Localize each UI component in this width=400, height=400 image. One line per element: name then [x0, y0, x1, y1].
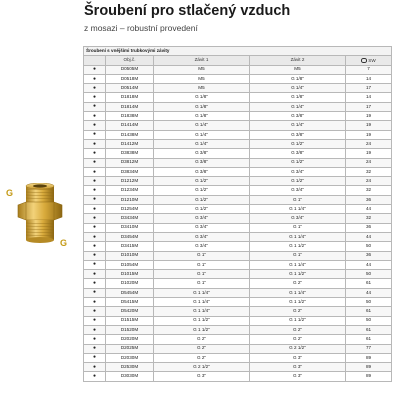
wrench-size-cell: 89: [346, 372, 392, 381]
wrench-size-cell: 50: [346, 270, 392, 279]
thread-2-cell: G 1/2": [250, 139, 346, 148]
table-row: [84, 186, 392, 195]
bullet-cell: ●: [84, 353, 106, 362]
order-number-cell: D0505M: [106, 65, 154, 74]
wrench-size-cell: 32: [346, 214, 392, 223]
table-row: [84, 251, 392, 260]
thread-1-cell: G 3/4": [154, 223, 250, 232]
thread-2-cell: G 3/8": [250, 112, 346, 121]
thread-1-cell: G 1/2": [154, 195, 250, 204]
thread-2-cell: G 1/2": [250, 158, 346, 167]
bullet-cell: ●: [84, 130, 106, 139]
bullet-cell: ●: [84, 214, 106, 223]
order-number-cell: D1438M: [106, 130, 154, 139]
table-row: [84, 223, 392, 232]
bullet-cell: ●: [84, 372, 106, 381]
wrench-size-cell: 36: [346, 251, 392, 260]
thread-1-cell: G 1/2": [154, 177, 250, 186]
bullet-cell: ●: [84, 74, 106, 83]
order-number-cell: D5415M: [106, 298, 154, 307]
table-row: [84, 74, 392, 83]
table-row: [84, 298, 392, 307]
bullet-cell: ●: [84, 279, 106, 288]
order-number-cell: D1254M: [106, 205, 154, 214]
thread-1-cell: G 1 1/2": [154, 325, 250, 334]
bullet-cell: ●: [84, 65, 106, 74]
wrench-size-cell: 14: [346, 74, 392, 83]
order-number-cell: D1520M: [106, 325, 154, 334]
thread-1-cell: G 1/8": [154, 112, 250, 121]
order-number-cell: D2020M: [106, 335, 154, 344]
order-number-cell: D3434M: [106, 214, 154, 223]
thread-2-cell: G 1 1/2": [250, 298, 346, 307]
order-number-cell: D3415M: [106, 242, 154, 251]
column-header-order-no: Obj.č.: [106, 56, 154, 65]
thread-2-cell: G 1": [250, 195, 346, 204]
wrench-size-cell: 17: [346, 102, 392, 111]
table-row: [84, 242, 392, 251]
wrench-size-cell: 61: [346, 279, 392, 288]
bullet-cell: ●: [84, 307, 106, 316]
bullet-cell: ●: [84, 288, 106, 297]
table-row: [84, 84, 392, 93]
bullet-cell: ●: [84, 260, 106, 269]
bullet-cell: ●: [84, 121, 106, 130]
thread-2-cell: G 1 1/4": [250, 205, 346, 214]
table-row: [84, 130, 392, 139]
thread-2-cell: G 1/8": [250, 93, 346, 102]
thread-2-cell: G 1/4": [250, 84, 346, 93]
wrench-size-cell: 36: [346, 195, 392, 204]
bullet-cell: ●: [84, 270, 106, 279]
thread-2-cell: G 2": [250, 335, 346, 344]
thread-2-cell: G 1/8": [250, 74, 346, 83]
brass-fitting-image: [10, 183, 70, 245]
order-number-cell: D2530M: [106, 363, 154, 372]
thread-1-cell: G 1/2": [154, 205, 250, 214]
column-header-thread-1: Závit 1: [154, 56, 250, 65]
wrench-size-cell: 19: [346, 149, 392, 158]
thread-2-cell: G 3": [250, 372, 346, 381]
order-number-cell: D1015M: [106, 270, 154, 279]
order-number-cell: D1838M: [106, 112, 154, 121]
thread-1-cell: G 1 1/2": [154, 316, 250, 325]
thread-1-cell: G 3/8": [154, 149, 250, 158]
order-number-cell: D1414M: [106, 121, 154, 130]
fittings-table: [83, 46, 392, 382]
thread-1-cell: G 1/8": [154, 93, 250, 102]
thread-2-cell: G 1 1/4": [250, 232, 346, 241]
column-header-thread-2: Závit 2: [250, 56, 346, 65]
thread-1-cell: G 1/4": [154, 139, 250, 148]
table-row: [84, 363, 392, 372]
thread-1-cell: G 1": [154, 270, 250, 279]
thread-label-top: G: [6, 188, 14, 198]
thread-1-cell: G 3/4": [154, 232, 250, 241]
table-row: [84, 232, 392, 241]
wrench-size-cell: 44: [346, 260, 392, 269]
order-number-cell: D2025M: [106, 344, 154, 353]
wrench-size-cell: 7: [346, 65, 392, 74]
thread-1-cell: M5: [154, 74, 250, 83]
bullet-cell: ●: [84, 232, 106, 241]
bullet-cell: ●: [84, 167, 106, 176]
thread-2-cell: M5: [250, 65, 346, 74]
table-row: [84, 205, 392, 214]
wrench-size-icon: [361, 58, 367, 63]
table-row: [84, 353, 392, 362]
table-row: [84, 149, 392, 158]
table-row: [84, 335, 392, 344]
thread-1-cell: G 1/2": [154, 186, 250, 195]
wrench-size-cell: 19: [346, 130, 392, 139]
thread-1-cell: G 1 1/4": [154, 307, 250, 316]
thread-2-cell: G 3/4": [250, 167, 346, 176]
thread-2-cell: G 2": [250, 279, 346, 288]
table-row: [84, 270, 392, 279]
order-number-cell: D2030M: [106, 353, 154, 362]
bullet-cell: ●: [84, 84, 106, 93]
wrench-size-cell: 24: [346, 139, 392, 148]
order-number-cell: D1818M: [106, 93, 154, 102]
thread-1-cell: G 2 1/2": [154, 363, 250, 372]
order-number-cell: D3454M: [106, 232, 154, 241]
order-number-cell: D1020M: [106, 279, 154, 288]
thread-2-cell: G 1/2": [250, 177, 346, 186]
thread-2-cell: G 3": [250, 353, 346, 362]
table-row: [84, 177, 392, 186]
thread-1-cell: G 3/4": [154, 242, 250, 251]
thread-2-cell: G 1 1/4": [250, 260, 346, 269]
order-number-cell: D1054M: [106, 260, 154, 269]
thread-2-cell: G 2 1/2": [250, 344, 346, 353]
column-header-sw: SW: [346, 56, 392, 65]
wrench-size-cell: 61: [346, 335, 392, 344]
table-row: [84, 307, 392, 316]
bullet-cell: ●: [84, 112, 106, 121]
bullet-cell: ●: [84, 186, 106, 195]
wrench-size-cell: 89: [346, 353, 392, 362]
wrench-size-cell: 61: [346, 325, 392, 334]
thread-2-cell: G 1 1/2": [250, 316, 346, 325]
table-section-title: Šroubení s vnějšími trubkovými závity: [84, 47, 392, 56]
wrench-size-cell: 19: [346, 112, 392, 121]
thread-1-cell: M5: [154, 84, 250, 93]
wrench-size-cell: 24: [346, 158, 392, 167]
thread-2-cell: G 1": [250, 251, 346, 260]
thread-1-cell: G 2": [154, 353, 250, 362]
table-row: [84, 139, 392, 148]
bullet-cell: ●: [84, 149, 106, 158]
order-number-cell: D3410M: [106, 223, 154, 232]
bullet-cell: ●: [84, 335, 106, 344]
order-number-cell: D3834M: [106, 167, 154, 176]
thread-1-cell: G 1": [154, 251, 250, 260]
bullet-cell: ●: [84, 251, 106, 260]
thread-1-cell: G 1 1/4": [154, 298, 250, 307]
order-number-cell: D0518M: [106, 74, 154, 83]
order-number-cell: D1814M: [106, 102, 154, 111]
thread-2-cell: G 3/8": [250, 149, 346, 158]
wrench-size-cell: 32: [346, 186, 392, 195]
bullet-cell: ●: [84, 363, 106, 372]
table-row: [84, 260, 392, 269]
bullet-cell: ●: [84, 139, 106, 148]
thread-1-cell: G 1/8": [154, 102, 250, 111]
order-number-cell: D1234M: [106, 186, 154, 195]
table-row: [84, 344, 392, 353]
thread-2-cell: G 1 1/2": [250, 270, 346, 279]
bullet-cell: ●: [84, 344, 106, 353]
bullet-cell: ●: [84, 242, 106, 251]
order-number-cell: D0514M: [106, 84, 154, 93]
page-title: Šroubení pro stlačený vzduch: [84, 3, 291, 19]
thread-1-cell: G 3/8": [154, 167, 250, 176]
table-row: [84, 102, 392, 111]
order-number-cell: D1212M: [106, 177, 154, 186]
thread-2-cell: G 1": [250, 223, 346, 232]
table-row: [84, 214, 392, 223]
wrench-size-cell: 77: [346, 344, 392, 353]
thread-2-cell: G 2": [250, 325, 346, 334]
wrench-size-cell: 19: [346, 121, 392, 130]
table-row: [84, 279, 392, 288]
bullet-cell: ●: [84, 298, 106, 307]
thread-2-cell: G 3/4": [250, 186, 346, 195]
thread-2-cell: G 1 1/2": [250, 242, 346, 251]
thread-1-cell: G 2": [154, 335, 250, 344]
table-row: [84, 288, 392, 297]
wrench-size-cell: 32: [346, 167, 392, 176]
order-number-cell: D1010M: [106, 251, 154, 260]
bullet-cell: ●: [84, 205, 106, 214]
thread-label-bottom: G: [60, 238, 68, 248]
thread-1-cell: G 1": [154, 279, 250, 288]
table-row: [84, 112, 392, 121]
table-row: [84, 195, 392, 204]
wrench-size-cell: 44: [346, 205, 392, 214]
thread-2-cell: G 1 1/4": [250, 288, 346, 297]
order-number-cell: D3838M: [106, 149, 154, 158]
thread-2-cell: G 1/4": [250, 102, 346, 111]
order-number-cell: D1210M: [106, 195, 154, 204]
thread-2-cell: G 3/8": [250, 130, 346, 139]
thread-2-cell: G 3/4": [250, 214, 346, 223]
table-row: [84, 65, 392, 74]
table-row: [84, 325, 392, 334]
table-row: [84, 316, 392, 325]
thread-2-cell: G 2": [250, 307, 346, 316]
bullet-cell: ●: [84, 102, 106, 111]
wrench-size-cell: 89: [346, 363, 392, 372]
table-row: [84, 121, 392, 130]
bullet-cell: ●: [84, 325, 106, 334]
thread-2-cell: G 3": [250, 363, 346, 372]
thread-1-cell: G 1/4": [154, 121, 250, 130]
bullet-cell: ●: [84, 195, 106, 204]
page-subtitle: z mosazi – robustní provedení: [84, 23, 198, 33]
wrench-size-cell: 44: [346, 288, 392, 297]
wrench-size-cell: 36: [346, 223, 392, 232]
wrench-size-cell: 44: [346, 232, 392, 241]
table-row: [84, 93, 392, 102]
thread-1-cell: G 1": [154, 260, 250, 269]
wrench-size-cell: 50: [346, 298, 392, 307]
bullet-cell: ●: [84, 223, 106, 232]
order-number-cell: D5454M: [106, 288, 154, 297]
bullet-cell: ●: [84, 177, 106, 186]
bullet-cell: ●: [84, 316, 106, 325]
thread-1-cell: G 1/4": [154, 130, 250, 139]
table-row: [84, 158, 392, 167]
thread-1-cell: G 1 1/4": [154, 288, 250, 297]
wrench-size-cell: 50: [346, 242, 392, 251]
bullet-cell: ●: [84, 158, 106, 167]
thread-1-cell: G 3/4": [154, 214, 250, 223]
thread-2-cell: G 1/4": [250, 121, 346, 130]
order-number-cell: D3812M: [106, 158, 154, 167]
table-row: [84, 167, 392, 176]
order-number-cell: D3030M: [106, 372, 154, 381]
wrench-size-cell: 17: [346, 84, 392, 93]
order-number-cell: D1412M: [106, 139, 154, 148]
order-number-cell: D1515M: [106, 316, 154, 325]
thread-1-cell: G 2": [154, 344, 250, 353]
thread-1-cell: G 3": [154, 372, 250, 381]
table-row: [84, 372, 392, 381]
wrench-size-cell: 24: [346, 177, 392, 186]
wrench-size-cell: 14: [346, 93, 392, 102]
order-number-cell: D5420M: [106, 307, 154, 316]
wrench-size-cell: 61: [346, 307, 392, 316]
wrench-size-cell: 50: [346, 316, 392, 325]
thread-1-cell: M5: [154, 65, 250, 74]
bullet-cell: ●: [84, 93, 106, 102]
column-header-bullet: [84, 56, 106, 65]
thread-1-cell: G 3/8": [154, 158, 250, 167]
